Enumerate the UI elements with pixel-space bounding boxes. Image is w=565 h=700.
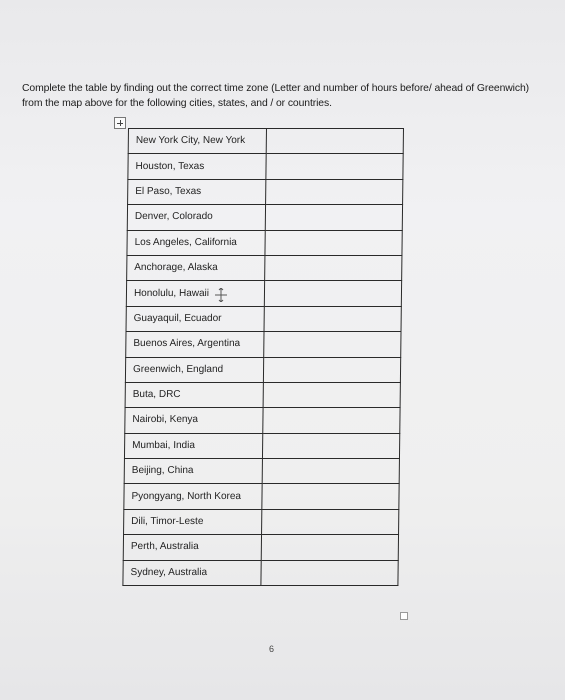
- city-cell[interactable]: New York City, New York: [128, 129, 266, 154]
- time-zone-answer-cell[interactable]: [265, 179, 403, 204]
- time-zone-answer-cell[interactable]: [266, 129, 404, 154]
- time-zone-answer-cell[interactable]: [264, 281, 402, 306]
- time-zone-answer-cell[interactable]: [265, 230, 403, 255]
- city-cell[interactable]: Perth, Australia: [123, 535, 261, 560]
- time-zone-answer-cell[interactable]: [263, 382, 401, 407]
- time-zone-answer-cell[interactable]: [265, 205, 403, 230]
- table-row: [124, 433, 399, 458]
- time-zone-answer-cell[interactable]: [263, 357, 401, 382]
- table-row: [127, 255, 402, 280]
- city-cell[interactable]: Denver, Colorado: [127, 205, 265, 230]
- city-cell[interactable]: Nairobi, Kenya: [125, 408, 263, 433]
- city-cell[interactable]: Greenwich, England: [125, 357, 263, 382]
- time-zone-answer-cell[interactable]: [262, 459, 400, 484]
- table-row: [126, 332, 401, 357]
- table-row: [128, 179, 403, 204]
- city-cell[interactable]: Sydney, Australia: [123, 560, 261, 585]
- city-cell[interactable]: Buta, DRC: [125, 382, 263, 407]
- table-row: [127, 230, 402, 255]
- table-row: [124, 459, 399, 484]
- time-zone-answer-cell[interactable]: [264, 306, 402, 331]
- table-add-handle-icon[interactable]: [114, 117, 126, 129]
- table-row: [123, 535, 398, 560]
- page-number: 6: [269, 644, 275, 654]
- time-zone-answer-cell[interactable]: [261, 560, 399, 585]
- table-row: [128, 129, 403, 154]
- move-cursor-icon: [215, 288, 227, 302]
- time-zone-answer-cell[interactable]: [262, 433, 400, 458]
- city-cell[interactable]: Mumbai, India: [124, 433, 262, 458]
- table-row: [124, 484, 399, 509]
- time-zone-table: [122, 128, 404, 586]
- table-row: [125, 382, 400, 407]
- city-cell[interactable]: Honolulu, Hawaii: [126, 281, 264, 306]
- time-zone-answer-cell[interactable]: [262, 408, 400, 433]
- table-row: [128, 154, 403, 179]
- table-resize-handle-icon[interactable]: [400, 612, 408, 620]
- time-zone-answer-cell[interactable]: [261, 509, 399, 534]
- time-zone-answer-cell[interactable]: [265, 154, 403, 179]
- city-cell[interactable]: Houston, Texas: [128, 154, 266, 179]
- table-row: [125, 408, 400, 433]
- instructions-text: Complete the table by finding out the correct time zone (Letter and number of hours before/ ahead of Greenwich) from the map above for the following cities, states, and / or countries.: [22, 83, 529, 109]
- time-zone-answer-cell[interactable]: [264, 255, 402, 280]
- table-row: [125, 357, 400, 382]
- city-cell[interactable]: Los Angeles, California: [127, 230, 265, 255]
- city-cell[interactable]: Guayaquil, Ecuador: [126, 306, 264, 331]
- table-row: [124, 509, 399, 534]
- city-cell[interactable]: Dili, Timor-Leste: [124, 509, 262, 534]
- table-row: [126, 281, 401, 306]
- time-zone-table-container: [122, 128, 404, 586]
- time-zone-answer-cell[interactable]: [261, 535, 399, 560]
- table-row: [127, 205, 402, 230]
- table-row: [126, 306, 401, 331]
- city-cell[interactable]: El Paso, Texas: [128, 179, 266, 204]
- city-cell[interactable]: Pyongyang, North Korea: [124, 484, 262, 509]
- city-cell[interactable]: Buenos Aires, Argentina: [126, 332, 264, 357]
- city-cell[interactable]: Anchorage, Alaska: [127, 255, 265, 280]
- table-body: [123, 129, 404, 586]
- table-row: [123, 560, 398, 585]
- city-cell[interactable]: Beijing, China: [124, 459, 262, 484]
- time-zone-answer-cell[interactable]: [263, 332, 401, 357]
- time-zone-answer-cell[interactable]: [261, 484, 399, 509]
